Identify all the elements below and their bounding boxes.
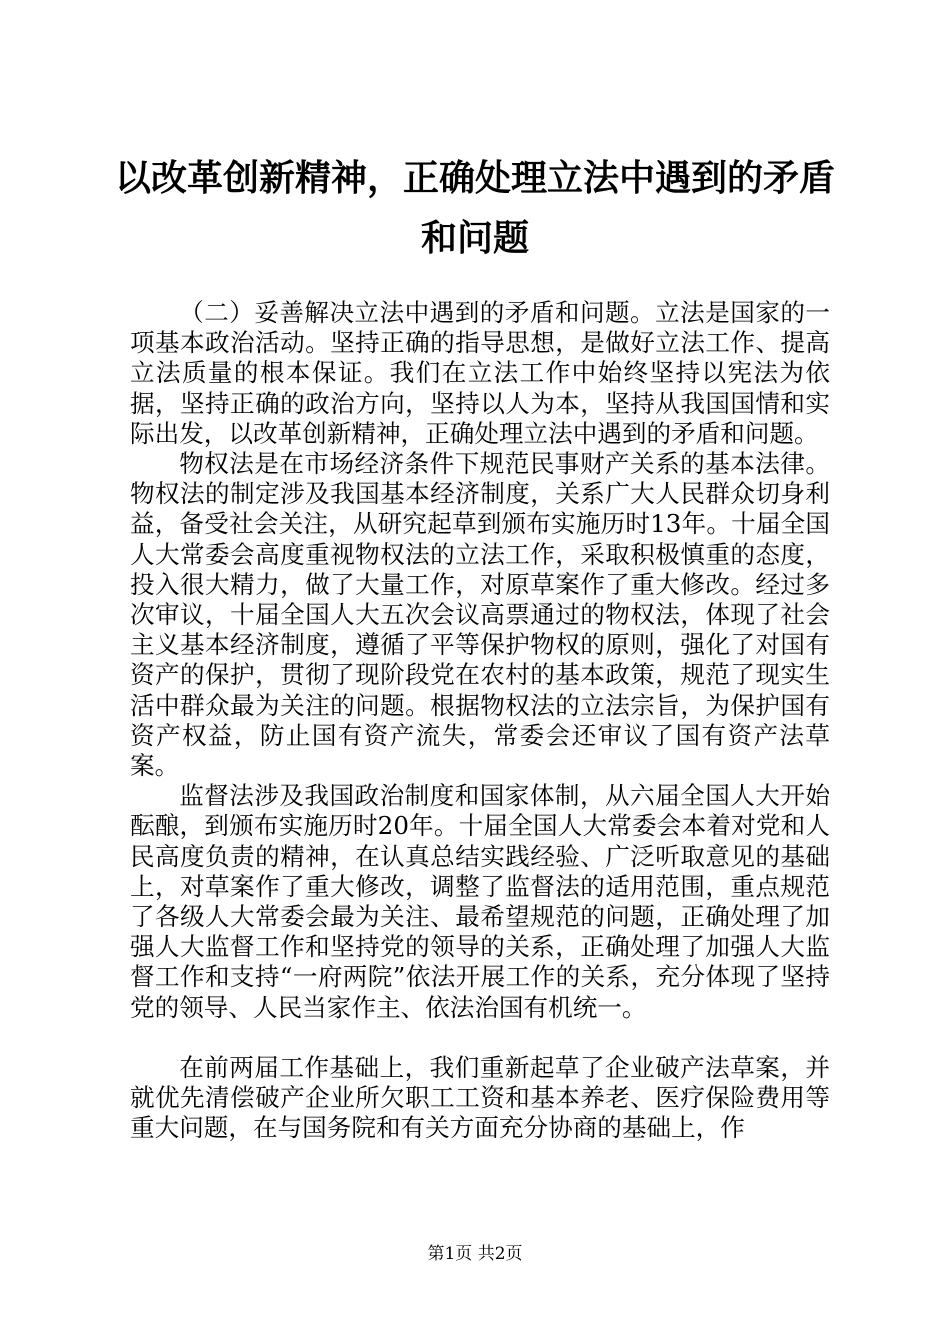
paragraph-2: 物权法是在市场经济条件下规范民事财产关系的基本法律。物权法的制定涉及我国基本经济制度，关系广大人民群众切身利益，备受社会关注，从研究起草到颁布实施历时13年。十届全国人大常委会高度重视物权法的立法工作，采取积极慎重的态度，投入很大精力，做了大量工作，对原草案作了重大修改。经过多次审议，十届全国人大五次会议高票通过的物权法，体现了社会主义基本经济制度，遵循了平等保护物权的原则，强化了对国有资产的保护，贯彻了现阶段党在农村的基本政策，规范了现实生活中群众最为关注的问题。根据物权法的立法宗旨，为保护国有资产权益，防止国有资产流失，常委会还审议了国有资产法草案。 — [130, 449, 830, 781]
paragraph-spacer — [130, 1023, 830, 1053]
page-number-footer: 第1页 共2页 — [427, 1244, 523, 1264]
document-title-line-2: 和问题 — [420, 217, 529, 259]
document-body — [130, 298, 830, 1143]
paragraph-3: 监督法涉及我国政治制度和国家体制，从六届全国人大开始酝酿，到颁布实施历时20年。十届全国人大常委会本着对党和人民高度负责的精神，在认真总结实践经验、广泛听取意见的基础上，对草案作了重大修改，调整了监督法的适用范围，重点规范了各级人大常委会最为关注、最希望规范的问题，正确处理了加强人大监督工作和坚持党的领导的关系，正确处理了加强人大监督工作和支持“一府两院”依法开展工作的关系，充分体现了坚持党的领导、人民当家作主、依法治国有机统一。 — [130, 781, 830, 1022]
paragraph-4: 在前两届工作基础上，我们重新起草了企业破产法草案，并就优先清偿破产企业所欠职工工资和基本养老、医疗保险费用等重大问题，在与国务院和有关方面充分协商的基础上，作 — [130, 1052, 830, 1143]
document-title-line-1: 以改革创新精神，正确处理立法中遇到的矛盾 — [114, 157, 835, 199]
paragraph-1: （二）妥善解决立法中遇到的矛盾和问题。立法是国家的一项基本政治活动。坚持正确的指导思想，是做好立法工作、提高立法质量的根本保证。我们在立法工作中始终坚持以宪法为依据，坚持正确的政治方向，坚持以人为本，坚持从我国国情和实际出发，以改革创新精神，正确处理立法中遇到的矛盾和问题。 — [130, 298, 830, 448]
